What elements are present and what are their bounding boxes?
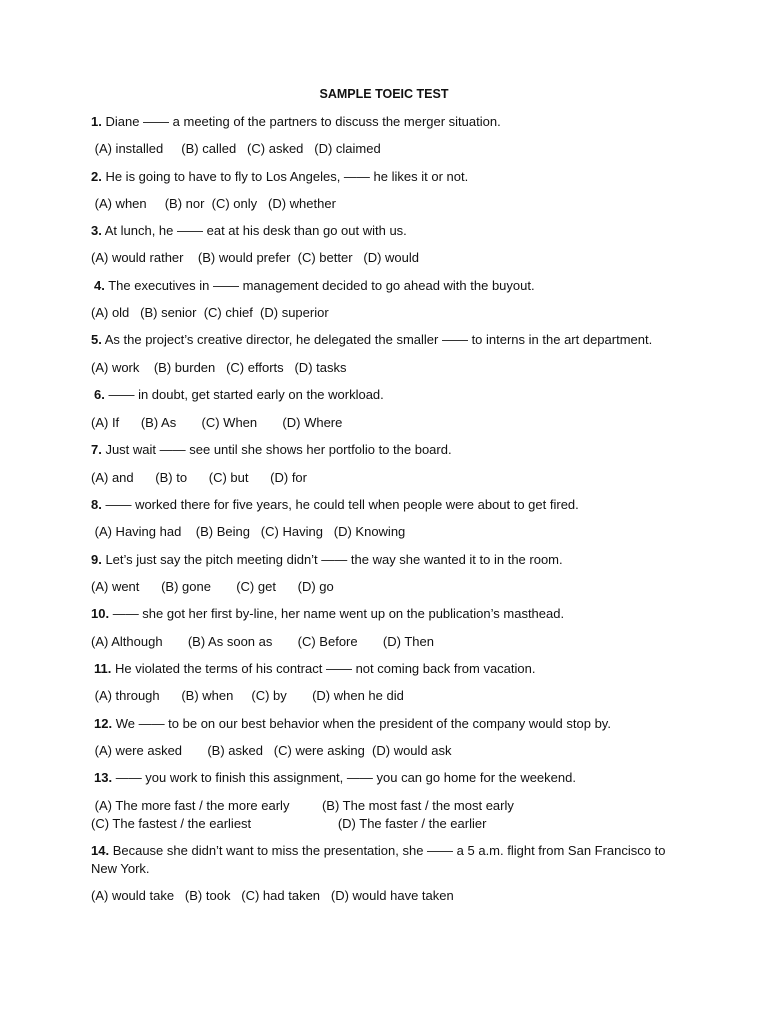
question-10 [91,605,564,623]
question-8 [91,496,579,514]
answer-options: (A) through (B) when (C) by (D) when he did [91,688,404,703]
question-number: 14. [91,843,110,858]
answer-options: (A) old (B) senior (C) chief (D) superior [91,305,329,320]
question-text: He violated the terms of his contract —— not coming back from vacation. [111,661,536,676]
page-title: SAMPLE TOEIC TEST [319,87,449,101]
question-number: 10. [91,606,110,621]
answer-options: (A) were asked (B) asked (C) were asking (D) would ask [91,743,452,758]
question-number: 5. [91,332,102,347]
answer-options: (A) and (B) to (C) but (D) for [91,470,307,485]
answer-options: (A) went (B) gone (C) get (D) go [91,579,334,594]
question-text: Diane —— a meeting of the partners to discuss the merger situation. [101,114,501,129]
question-number: 2. [91,169,102,184]
question-9 [91,551,563,569]
question-2 [91,168,468,186]
answer-options: (A) Having had (B) Being (C) Having (D) Knowing [91,524,406,539]
question-text: —— you work to finish this assignment, —— you can go home for the weekend. [112,770,576,785]
question-number: 6. [94,387,105,402]
answer-options-continued: (C) The fastest / the earliest (D) The faster / the earlier [91,816,487,831]
question-number: 1. [91,114,102,129]
answer-options: (A) would take (B) took (C) had taken (D) would have taken [91,888,454,903]
answer-options: (A) If (B) As (C) When (D) Where [91,415,343,430]
question-text-continued: New York. [91,861,150,876]
question-number: 11. [94,661,112,676]
question-text: Because she didn’t want to miss the presentation, she —— a 5 a.m. flight from San Francisco to [109,843,666,858]
question-number: 7. [91,442,102,457]
question-3 [91,222,407,240]
question-number: 12. [94,716,113,731]
question-6 [94,386,384,404]
question-text: We —— to be on our best behavior when the president of the company would stop by. [112,716,611,731]
question-text: He is going to have to fly to Los Angeles, —— he likes it or not. [101,169,469,184]
question-12 [94,715,611,733]
question-text: —— she got her first by-line, her name went up on the publication’s masthead. [109,606,565,621]
answer-options: (A) would rather (B) would prefer (C) better (D) would [91,250,419,265]
question-13 [94,769,576,787]
question-1 [91,113,501,131]
question-text: At lunch, he —— eat at his desk than go out with us. [101,223,407,238]
answer-options: (A) The more fast / the more early (B) The most fast / the most early [91,798,514,813]
question-text: —— worked there for five years, he could tell when people were about to get fired. [101,497,579,512]
answer-options: (A) installed (B) called (C) asked (D) claimed [91,141,381,156]
question-number: 9. [91,552,102,567]
question-number: 4. [94,278,105,293]
question-11 [94,660,535,678]
question-number: 13. [94,770,113,785]
question-7 [91,441,452,459]
question-number: 8. [91,497,102,512]
answer-options: (A) when (B) nor (C) only (D) whether [91,196,336,211]
question-14 [91,842,665,860]
question-5 [91,331,652,349]
answer-options: (A) Although (B) As soon as (C) Before (D) Then [91,634,434,649]
question-text: As the project’s creative director, he delegated the smaller —— to interns in the art department. [101,332,653,347]
question-text: The executives in —— management decided to go ahead with the buyout. [104,278,535,293]
question-text: —— in doubt, get started early on the workload. [104,387,384,402]
question-4 [94,277,535,295]
question-text: Just wait —— see until she shows her portfolio to the board. [101,442,452,457]
question-number: 3. [91,223,102,238]
question-text: Let’s just say the pitch meeting didn’t —— the way she wanted it to in the room. [101,552,563,567]
answer-options: (A) work (B) burden (C) efforts (D) tasks [91,360,347,375]
